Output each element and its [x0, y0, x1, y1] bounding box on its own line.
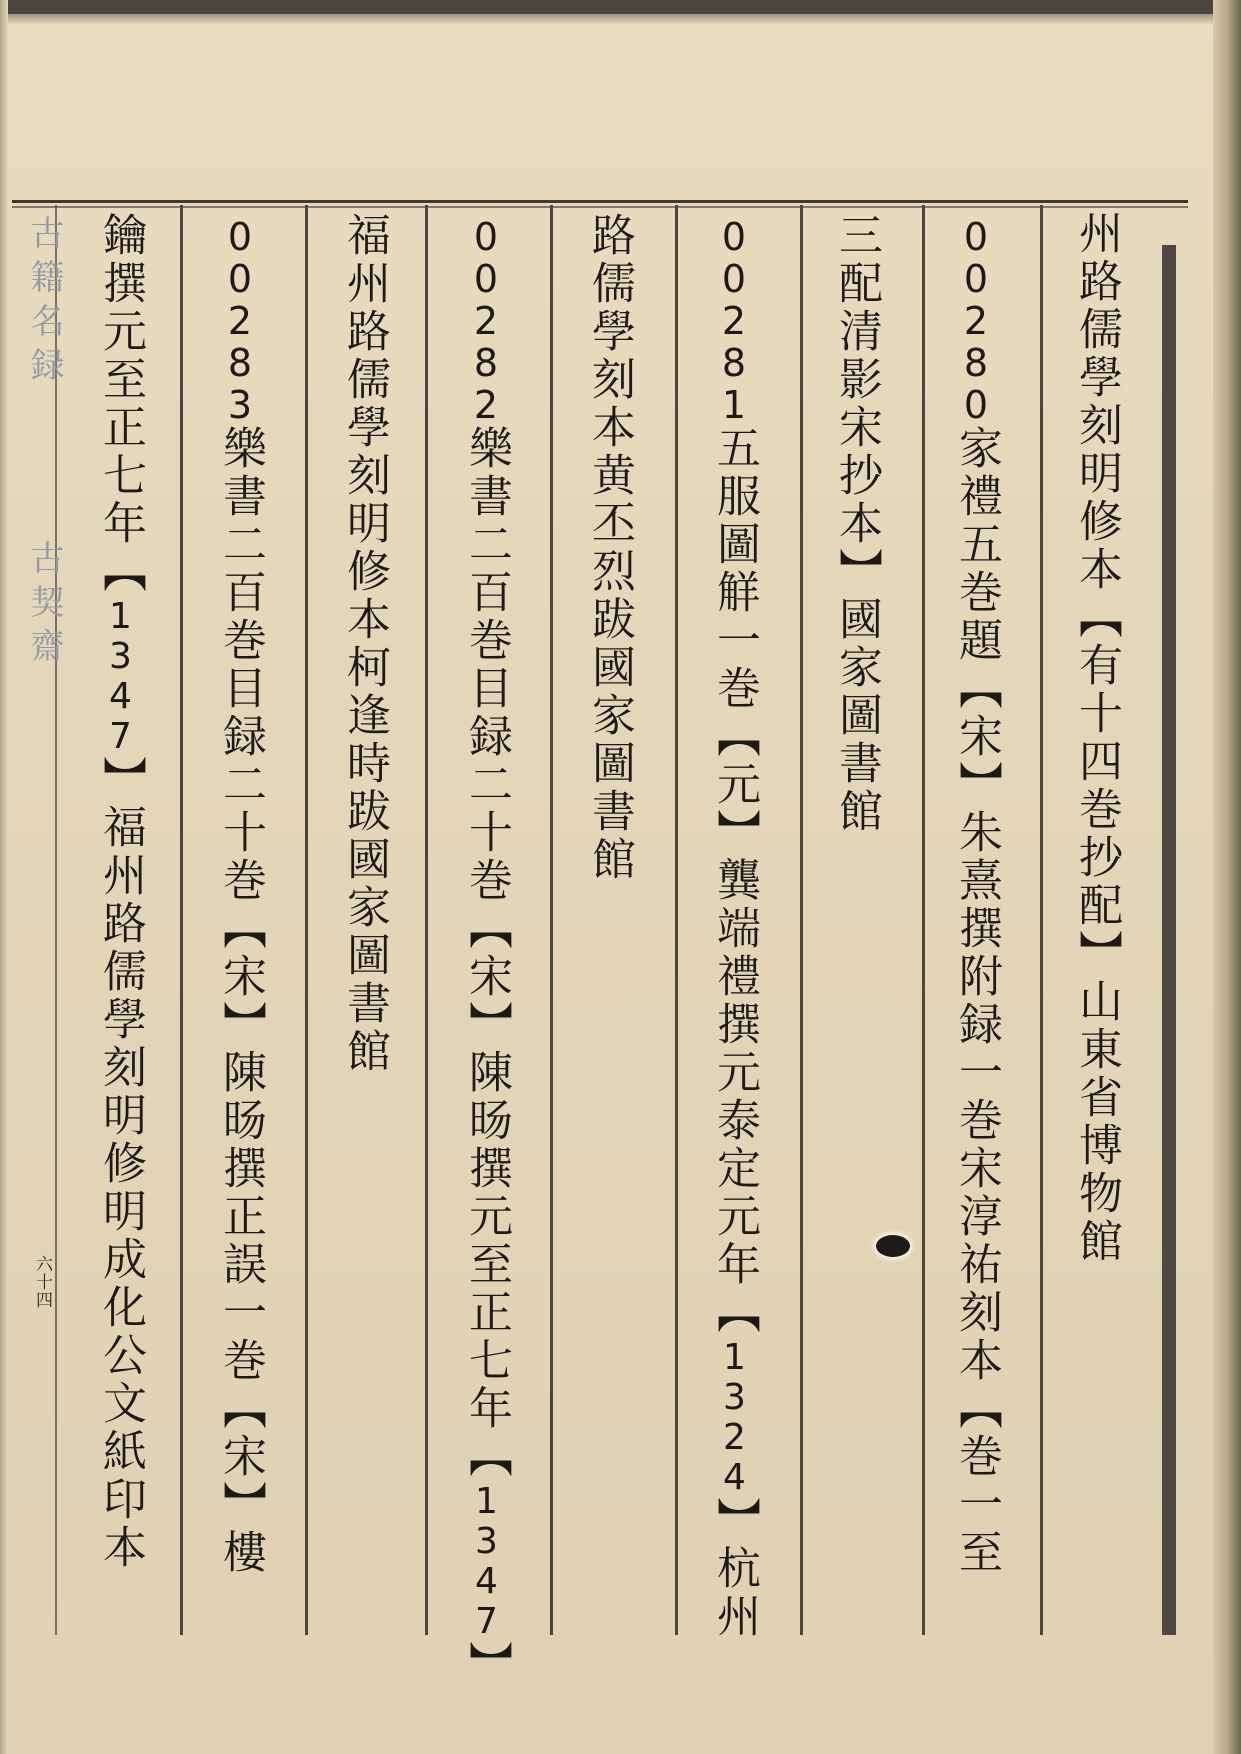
- entry-text: 鑰撰元至正七年【: [95, 212, 146, 596]
- column-divider: [180, 205, 183, 1635]
- frame-right-border: [1162, 245, 1176, 1635]
- entry-column: [832, 212, 880, 836]
- scan-top-shadow: [0, 14, 1241, 24]
- entry-number: 00281: [712, 215, 756, 425]
- column-divider: [922, 205, 925, 1635]
- entry-column: [96, 212, 144, 1572]
- entry-text: 福州路儒學刻明修本柯逢時跋國家圖書館: [339, 212, 390, 1076]
- frame-top-line: [12, 200, 1188, 203]
- entry-text: 】杭州: [709, 1497, 760, 1641]
- column-divider: [800, 205, 803, 1635]
- studio-name-margin: 古契齋: [24, 540, 64, 672]
- scan-top-edge: [0, 0, 1241, 14]
- entry-column: [585, 212, 633, 884]
- entry-year: 1347: [100, 596, 141, 756]
- entry-column: [340, 212, 388, 1076]
- entry-column: [462, 215, 510, 1689]
- book-title-margin: 古籍名録: [24, 215, 64, 391]
- column-divider: [675, 205, 678, 1635]
- frame-top-line-inner: [12, 206, 1188, 208]
- entry-text: 五服圖觧一巻【元】龔端禮撰元泰定元年【: [709, 425, 760, 1337]
- entry-column: [952, 215, 1000, 1577]
- entry-text: 家禮五巻題【宋】朱熹撰附録一巻宋淳祐刻本【巻一至: [951, 425, 1002, 1577]
- entry-year: 1324: [714, 1337, 755, 1497]
- column-divider: [305, 205, 308, 1635]
- entry-number: 00280: [954, 215, 998, 425]
- paper-damage-hole: [876, 1235, 910, 1257]
- scan-left-edge: [0, 0, 8, 1754]
- entry-text: 】福州路儒學刻明修明成化公文紙印本: [95, 756, 146, 1572]
- entry-text: 樂書二百巻目録二十巻【宋】陳旸撰正誤一巻【宋】樓: [215, 425, 266, 1577]
- entry-text: 路儒學刻本黄丕烈跋國家圖書館: [584, 212, 635, 884]
- entry-column: [710, 215, 758, 1641]
- entry-year: 1347: [466, 1481, 507, 1641]
- entry-column: [216, 215, 264, 1577]
- margin-divider: [55, 205, 57, 1635]
- entry-text: 三配清影宋抄本】國家圖書館: [831, 212, 882, 836]
- scan-right-edge: [1213, 0, 1241, 1754]
- entry-number: 00283: [218, 215, 262, 425]
- column-divider: [1040, 205, 1043, 1635]
- entry-column: [1072, 210, 1120, 1266]
- entry-text: 】: [461, 1641, 512, 1689]
- column-divider: [550, 205, 553, 1635]
- entry-text: 樂書二百巻目録二十巻【宋】陳旸撰元至正七年【: [461, 425, 512, 1481]
- entry-text: 州路儒學刻明修本【有十四巻抄配】山東省博物館: [1071, 210, 1122, 1266]
- page-number: 六十四: [32, 1255, 52, 1309]
- column-divider: [425, 205, 428, 1635]
- entry-number: 00282: [464, 215, 508, 425]
